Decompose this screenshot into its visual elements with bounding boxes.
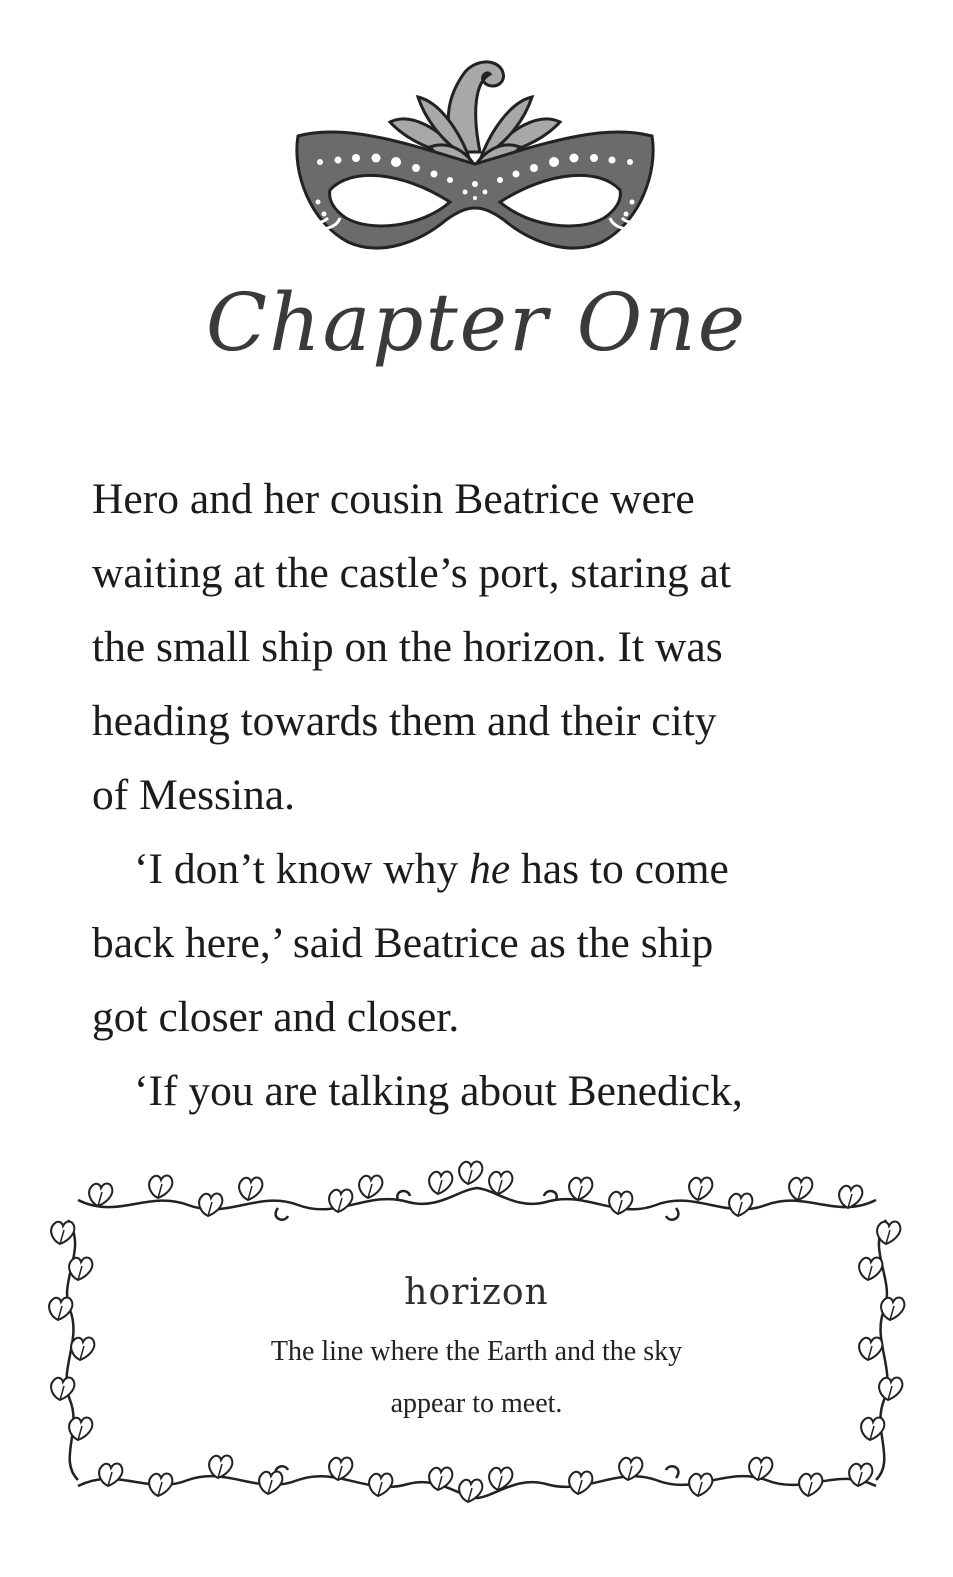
story-line: waiting at the castle’s port, staring at bbox=[92, 549, 732, 597]
story-line: Hero and her cousin Beatrice were bbox=[92, 475, 695, 523]
story-line: ‘If you are talking about Benedick, bbox=[134, 1067, 743, 1115]
story-text bbox=[92, 462, 852, 1128]
masquerade-mask-icon bbox=[290, 52, 660, 258]
story-line: heading towards them and their city bbox=[92, 697, 717, 745]
glossary-definition-line: The line where the Earth and the sky bbox=[270, 1336, 683, 1367]
glossary-definition-line: appear to meet. bbox=[390, 1388, 563, 1419]
story-line: got closer and closer. bbox=[92, 993, 460, 1041]
glossary-term: horizon bbox=[404, 1272, 549, 1313]
story-line: ‘I don’t know why he has to come bbox=[134, 845, 729, 893]
story-line: the small ship on the horizon. It was bbox=[92, 623, 723, 671]
story-line: of Messina. bbox=[92, 771, 295, 819]
story-line: back here,’ said Beatrice as the ship bbox=[92, 919, 714, 967]
glossary-definition bbox=[0, 1326, 953, 1430]
chapter-title: Chapter One bbox=[205, 276, 748, 369]
